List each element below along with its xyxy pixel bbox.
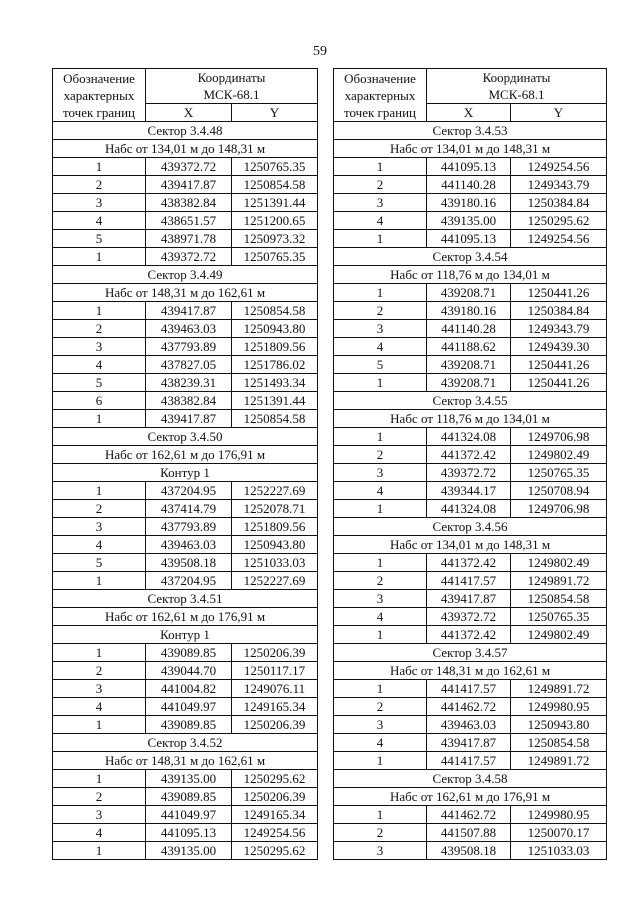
table-row: [334, 338, 607, 356]
point-number-cell: 4: [53, 356, 146, 374]
x-coordinate-cell: 441372.42: [427, 446, 511, 464]
point-number-cell: 3: [53, 338, 146, 356]
section-caption: Сектор 3.4.51: [53, 590, 318, 608]
section-caption: Сектор 3.4.52: [53, 734, 318, 752]
point-number-cell: 5: [53, 374, 146, 392]
section-caption: Набс от 134,01 м до 148,31 м: [334, 536, 607, 554]
point-number-cell: 3: [53, 806, 146, 824]
x-coordinate-cell: 441417.57: [427, 680, 511, 698]
x-coordinate-cell: 439208.71: [427, 284, 511, 302]
y-coordinate-cell: 1249165.34: [232, 698, 318, 716]
point-number-cell: 1: [53, 572, 146, 590]
section-caption: Набс от 134,01 м до 148,31 м: [53, 140, 318, 158]
y-coordinate-cell: 1249802.49: [511, 626, 607, 644]
section-caption: Набс от 162,61 м до 176,91 м: [53, 608, 318, 626]
x-coordinate-cell: 439089.85: [146, 716, 232, 734]
point-number-cell: 2: [334, 176, 427, 194]
x-coordinate-cell: 439417.87: [146, 302, 232, 320]
x-coordinate-cell: 439089.85: [146, 788, 232, 806]
section-caption: Контур 1: [53, 626, 318, 644]
table-row: [334, 842, 607, 860]
y-coordinate-cell: 1252227.69: [232, 572, 318, 590]
table-row: [334, 194, 607, 212]
x-coordinate-cell: 439372.72: [146, 248, 232, 266]
table-row: [334, 680, 607, 698]
point-number-cell: 3: [53, 194, 146, 212]
x-coordinate-cell: 441462.72: [427, 806, 511, 824]
y-coordinate-cell: 1249076.11: [232, 680, 318, 698]
point-number-cell: 2: [53, 500, 146, 518]
point-number-cell: 3: [334, 842, 427, 860]
x-coordinate-cell: 441140.28: [427, 320, 511, 338]
table-row: [334, 698, 607, 716]
point-number-cell: 2: [53, 320, 146, 338]
table-row: [53, 680, 318, 698]
section-caption: Набс от 148,31 м до 162,61 м: [53, 284, 318, 302]
y-coordinate-cell: 1250206.39: [232, 716, 318, 734]
x-coordinate-cell: 439208.71: [427, 374, 511, 392]
table-row: [334, 356, 607, 374]
y-coordinate-cell: 1249891.72: [511, 572, 607, 590]
y-coordinate-cell: 1250384.84: [511, 194, 607, 212]
point-number-cell: 3: [334, 464, 427, 482]
point-number-cell: 3: [334, 320, 427, 338]
table-row: [334, 284, 607, 302]
x-coordinate-cell: 441372.42: [427, 554, 511, 572]
table-row: [334, 482, 607, 500]
point-number-cell: 1: [334, 680, 427, 698]
y-coordinate-cell: 1252078.71: [232, 500, 318, 518]
table-row: [334, 176, 607, 194]
table-row: [53, 662, 318, 680]
table-row: [53, 482, 318, 500]
table-row: [53, 374, 318, 392]
point-number-cell: 4: [334, 734, 427, 752]
x-coordinate-cell: 441049.97: [146, 806, 232, 824]
point-number-cell: 1: [334, 554, 427, 572]
section-caption: Сектор 3.4.50: [53, 428, 318, 446]
y-coordinate-cell: 1249980.95: [511, 806, 607, 824]
table-row: [53, 320, 318, 338]
y-coordinate-cell: 1249706.98: [511, 500, 607, 518]
section-caption: Набс от 118,76 м до 134,01 м: [334, 410, 607, 428]
height-range-row: [334, 266, 607, 284]
y-coordinate-cell: 1250441.26: [511, 356, 607, 374]
sector-title-row: [334, 644, 607, 662]
header-coordinates: Координаты МСК-68.1: [427, 69, 607, 104]
y-coordinate-cell: 1249439.30: [511, 338, 607, 356]
table-row: [53, 176, 318, 194]
table-row: [53, 302, 318, 320]
section-caption: Сектор 3.4.56: [334, 518, 607, 536]
table-row: [334, 230, 607, 248]
table-row: [53, 554, 318, 572]
point-number-cell: 4: [53, 536, 146, 554]
table-row: [53, 716, 318, 734]
y-coordinate-cell: 1249254.56: [511, 230, 607, 248]
table-row: [334, 212, 607, 230]
table-row: [334, 590, 607, 608]
height-range-row: [53, 284, 318, 302]
y-coordinate-cell: 1250441.26: [511, 374, 607, 392]
height-range-row: [334, 662, 607, 680]
x-coordinate-cell: 441324.08: [427, 500, 511, 518]
y-coordinate-cell: 1249891.72: [511, 680, 607, 698]
height-range-row: [53, 446, 318, 464]
x-coordinate-cell: 439344.17: [427, 482, 511, 500]
x-coordinate-cell: 439463.03: [146, 320, 232, 338]
y-coordinate-cell: 1251391.44: [232, 392, 318, 410]
x-coordinate-cell: 437204.95: [146, 482, 232, 500]
x-coordinate-cell: 437414.79: [146, 500, 232, 518]
section-caption: Набс от 162,61 м до 176,91 м: [334, 788, 607, 806]
point-number-cell: 1: [53, 482, 146, 500]
header-point-designation: Обозначение характерных точек границ: [53, 69, 146, 122]
height-range-row: [53, 608, 318, 626]
y-coordinate-cell: 1251391.44: [232, 194, 318, 212]
section-caption: Сектор 3.4.57: [334, 644, 607, 662]
x-coordinate-cell: 441188.62: [427, 338, 511, 356]
y-coordinate-cell: 1250384.84: [511, 302, 607, 320]
point-number-cell: 1: [53, 770, 146, 788]
table-row: [53, 698, 318, 716]
height-range-row: [53, 140, 318, 158]
x-coordinate-cell: 439135.00: [146, 842, 232, 860]
y-coordinate-cell: 1250973.32: [232, 230, 318, 248]
y-coordinate-cell: 1250854.58: [232, 176, 318, 194]
section-caption: Сектор 3.4.58: [334, 770, 607, 788]
x-coordinate-cell: 439417.87: [427, 590, 511, 608]
point-number-cell: 2: [334, 824, 427, 842]
point-number-cell: 1: [53, 716, 146, 734]
table-row: [53, 806, 318, 824]
sector-title-row: [53, 266, 318, 284]
y-coordinate-cell: 1251786.02: [232, 356, 318, 374]
table-row: [334, 158, 607, 176]
x-coordinate-cell: 437827.05: [146, 356, 232, 374]
x-coordinate-cell: 438651.57: [146, 212, 232, 230]
x-coordinate-cell: 441417.57: [427, 572, 511, 590]
table-row: [53, 788, 318, 806]
sector-title-row: [53, 122, 318, 140]
y-coordinate-cell: 1250854.58: [511, 590, 607, 608]
sector-title-row: [334, 248, 607, 266]
table-row: [53, 248, 318, 266]
table-row: [334, 626, 607, 644]
point-number-cell: 1: [334, 752, 427, 770]
table-row: [53, 500, 318, 518]
y-coordinate-cell: 1250070.17: [511, 824, 607, 842]
page-number: 59: [313, 44, 327, 59]
point-number-cell: 4: [334, 212, 427, 230]
x-coordinate-cell: 439372.72: [427, 464, 511, 482]
x-coordinate-cell: 441095.13: [146, 824, 232, 842]
y-coordinate-cell: 1250765.35: [232, 158, 318, 176]
sector-title-row: [334, 518, 607, 536]
table-row: [334, 428, 607, 446]
point-number-cell: 3: [334, 590, 427, 608]
table-row: [334, 752, 607, 770]
section-caption: Набс от 148,31 м до 162,61 м: [53, 752, 318, 770]
section-caption: Сектор 3.4.54: [334, 248, 607, 266]
x-coordinate-cell: 439372.72: [427, 608, 511, 626]
point-number-cell: 1: [53, 158, 146, 176]
height-range-row: [334, 140, 607, 158]
header-y: Y: [232, 104, 318, 122]
height-range-row: [334, 536, 607, 554]
point-number-cell: 1: [334, 428, 427, 446]
point-number-cell: 3: [53, 680, 146, 698]
point-number-cell: 3: [334, 716, 427, 734]
x-coordinate-cell: 437793.89: [146, 518, 232, 536]
point-number-cell: 2: [334, 698, 427, 716]
x-coordinate-cell: 439417.87: [146, 410, 232, 428]
y-coordinate-cell: 1250854.58: [232, 302, 318, 320]
point-number-cell: 4: [53, 212, 146, 230]
y-coordinate-cell: 1249343.79: [511, 176, 607, 194]
y-coordinate-cell: 1250117.17: [232, 662, 318, 680]
sector-title-row: [53, 428, 318, 446]
y-coordinate-cell: 1249802.49: [511, 446, 607, 464]
point-number-cell: 6: [53, 392, 146, 410]
x-coordinate-cell: 439417.87: [146, 176, 232, 194]
table-row: [53, 518, 318, 536]
point-number-cell: 2: [53, 662, 146, 680]
point-number-cell: 2: [53, 788, 146, 806]
header-y: Y: [511, 104, 607, 122]
point-number-cell: 1: [334, 806, 427, 824]
point-number-cell: 4: [334, 608, 427, 626]
x-coordinate-cell: 441049.97: [146, 698, 232, 716]
section-caption: Набс от 162,61 м до 176,91 м: [53, 446, 318, 464]
y-coordinate-cell: 1250708.94: [511, 482, 607, 500]
x-coordinate-cell: 439463.03: [146, 536, 232, 554]
y-coordinate-cell: 1249254.56: [232, 824, 318, 842]
x-coordinate-cell: 439180.16: [427, 194, 511, 212]
x-coordinate-cell: 438382.84: [146, 392, 232, 410]
y-coordinate-cell: 1252227.69: [232, 482, 318, 500]
contour-row: [53, 464, 318, 482]
table-row: [334, 824, 607, 842]
table-row: [334, 320, 607, 338]
x-coordinate-cell: 439372.72: [146, 158, 232, 176]
table-row: [53, 356, 318, 374]
point-number-cell: 1: [53, 302, 146, 320]
x-coordinate-cell: 441462.72: [427, 698, 511, 716]
section-caption: Набс от 134,01 м до 148,31 м: [334, 140, 607, 158]
point-number-cell: 5: [53, 230, 146, 248]
point-number-cell: 5: [334, 356, 427, 374]
left-coordinates-table: [52, 68, 318, 860]
x-coordinate-cell: 439135.00: [427, 212, 511, 230]
section-caption: Контур 1: [53, 464, 318, 482]
section-caption: Сектор 3.4.53: [334, 122, 607, 140]
y-coordinate-cell: 1250765.35: [232, 248, 318, 266]
y-coordinate-cell: 1249165.34: [232, 806, 318, 824]
point-number-cell: 2: [334, 302, 427, 320]
table-row: [334, 734, 607, 752]
point-number-cell: 4: [53, 698, 146, 716]
y-coordinate-cell: 1250943.80: [232, 320, 318, 338]
y-coordinate-cell: 1251809.56: [232, 338, 318, 356]
point-number-cell: 4: [334, 338, 427, 356]
point-number-cell: 1: [53, 644, 146, 662]
x-coordinate-cell: 441324.08: [427, 428, 511, 446]
section-caption: Сектор 3.4.55: [334, 392, 607, 410]
table-row: [53, 644, 318, 662]
table-row: [334, 302, 607, 320]
table-row: [53, 770, 318, 788]
y-coordinate-cell: 1249891.72: [511, 752, 607, 770]
y-coordinate-cell: 1251809.56: [232, 518, 318, 536]
point-number-cell: 2: [334, 446, 427, 464]
point-number-cell: 2: [53, 176, 146, 194]
table-row: [53, 230, 318, 248]
table-row: [334, 464, 607, 482]
x-coordinate-cell: 441372.42: [427, 626, 511, 644]
y-coordinate-cell: 1249802.49: [511, 554, 607, 572]
table-row: [53, 158, 318, 176]
point-number-cell: 1: [334, 230, 427, 248]
point-number-cell: 1: [334, 284, 427, 302]
y-coordinate-cell: 1250295.62: [232, 770, 318, 788]
sector-title-row: [334, 770, 607, 788]
point-number-cell: 4: [334, 482, 427, 500]
table-row: [334, 806, 607, 824]
sector-title-row: [53, 590, 318, 608]
x-coordinate-cell: 439180.16: [427, 302, 511, 320]
x-coordinate-cell: 441140.28: [427, 176, 511, 194]
table-row: [53, 572, 318, 590]
header-coordinates: Координаты МСК-68.1: [146, 69, 318, 104]
x-coordinate-cell: 438382.84: [146, 194, 232, 212]
y-coordinate-cell: 1251033.03: [232, 554, 318, 572]
contour-row: [53, 626, 318, 644]
x-coordinate-cell: 441417.57: [427, 752, 511, 770]
height-range-row: [334, 788, 607, 806]
point-number-cell: 1: [334, 626, 427, 644]
table-row: [53, 536, 318, 554]
point-number-cell: 3: [334, 194, 427, 212]
section-caption: Набс от 148,31 м до 162,61 м: [334, 662, 607, 680]
y-coordinate-cell: 1250206.39: [232, 788, 318, 806]
sector-title-row: [53, 734, 318, 752]
table-row: [53, 194, 318, 212]
x-coordinate-cell: 441004.82: [146, 680, 232, 698]
right-coordinates-table: [333, 68, 607, 860]
header-x: X: [427, 104, 511, 122]
header-x: X: [146, 104, 232, 122]
height-range-row: [334, 410, 607, 428]
height-range-row: [53, 752, 318, 770]
table-row: [53, 842, 318, 860]
section-caption: Набс от 118,76 м до 134,01 м: [334, 266, 607, 284]
table-row: [53, 824, 318, 842]
table-row: [53, 212, 318, 230]
y-coordinate-cell: 1251493.34: [232, 374, 318, 392]
table-row: [334, 500, 607, 518]
y-coordinate-cell: 1250854.58: [511, 734, 607, 752]
point-number-cell: 1: [53, 248, 146, 266]
x-coordinate-cell: 437793.89: [146, 338, 232, 356]
x-coordinate-cell: 441095.13: [427, 158, 511, 176]
table-row: [334, 608, 607, 626]
table-row: [334, 446, 607, 464]
y-coordinate-cell: 1250295.62: [232, 842, 318, 860]
y-coordinate-cell: 1250943.80: [511, 716, 607, 734]
y-coordinate-cell: 1250765.35: [511, 464, 607, 482]
point-number-cell: 2: [334, 572, 427, 590]
table-row: [53, 410, 318, 428]
y-coordinate-cell: 1249254.56: [511, 158, 607, 176]
x-coordinate-cell: 439135.00: [146, 770, 232, 788]
x-coordinate-cell: 441095.13: [427, 230, 511, 248]
y-coordinate-cell: 1251200.65: [232, 212, 318, 230]
x-coordinate-cell: 437204.95: [146, 572, 232, 590]
x-coordinate-cell: 439044.70: [146, 662, 232, 680]
y-coordinate-cell: 1250765.35: [511, 608, 607, 626]
sector-title-row: [334, 122, 607, 140]
point-number-cell: 1: [53, 410, 146, 428]
y-coordinate-cell: 1250295.62: [511, 212, 607, 230]
x-coordinate-cell: 438239.31: [146, 374, 232, 392]
point-number-cell: 1: [334, 500, 427, 518]
header-point-designation: Обозначение характерных точек границ: [334, 69, 427, 122]
point-number-cell: 3: [53, 518, 146, 536]
table-row: [334, 374, 607, 392]
y-coordinate-cell: 1250441.26: [511, 284, 607, 302]
y-coordinate-cell: 1250206.39: [232, 644, 318, 662]
y-coordinate-cell: 1251033.03: [511, 842, 607, 860]
x-coordinate-cell: 439508.18: [427, 842, 511, 860]
table-row: [334, 716, 607, 734]
sector-title-row: [334, 392, 607, 410]
table-row: [53, 338, 318, 356]
x-coordinate-cell: 439089.85: [146, 644, 232, 662]
table-row: [53, 392, 318, 410]
y-coordinate-cell: 1249343.79: [511, 320, 607, 338]
point-number-cell: 4: [53, 824, 146, 842]
y-coordinate-cell: 1250943.80: [232, 536, 318, 554]
y-coordinate-cell: 1250854.58: [232, 410, 318, 428]
section-caption: Сектор 3.4.48: [53, 122, 318, 140]
point-number-cell: 1: [334, 158, 427, 176]
x-coordinate-cell: 439508.18: [146, 554, 232, 572]
table-row: [334, 572, 607, 590]
y-coordinate-cell: 1249980.95: [511, 698, 607, 716]
x-coordinate-cell: 439417.87: [427, 734, 511, 752]
x-coordinate-cell: 439463.03: [427, 716, 511, 734]
section-caption: Сектор 3.4.49: [53, 266, 318, 284]
point-number-cell: 5: [53, 554, 146, 572]
point-number-cell: 1: [334, 374, 427, 392]
x-coordinate-cell: 438971.78: [146, 230, 232, 248]
point-number-cell: 1: [53, 842, 146, 860]
table-row: [334, 554, 607, 572]
x-coordinate-cell: 439208.71: [427, 356, 511, 374]
y-coordinate-cell: 1249706.98: [511, 428, 607, 446]
x-coordinate-cell: 441507.88: [427, 824, 511, 842]
